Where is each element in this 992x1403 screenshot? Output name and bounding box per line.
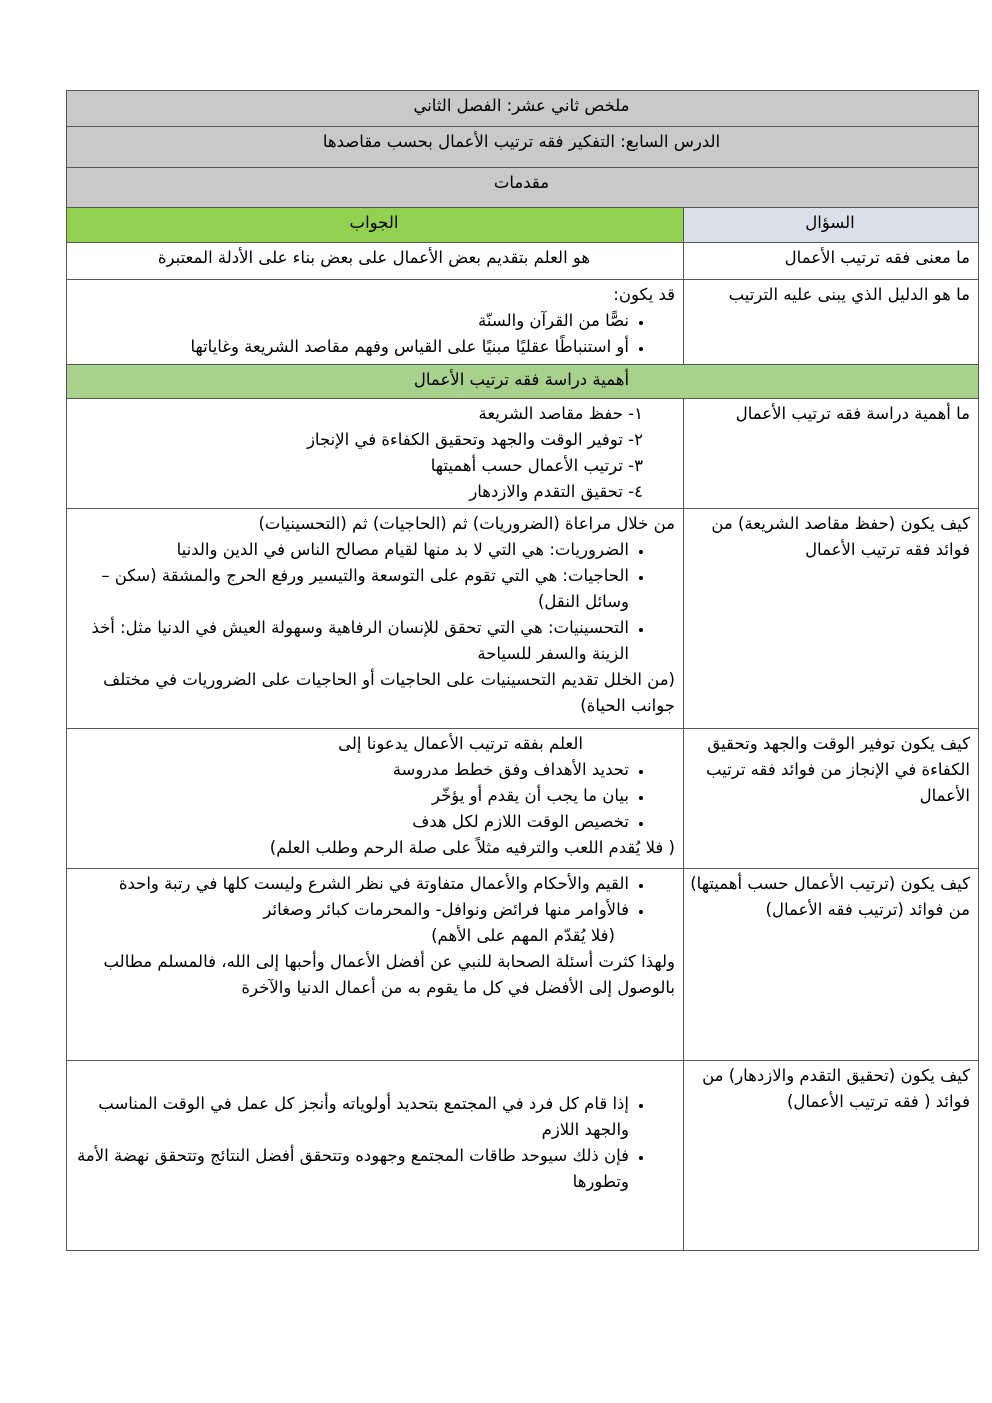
time-effort-list	[73, 757, 675, 835]
importance-header: أهمية دراسة فقه ترتيب الأعمال	[66, 365, 978, 399]
objectives-intro: من خلال مراعاة (الضروريات) ثم (الحاجيات) ثم (التحسينيات)	[258, 514, 675, 533]
importance-item: ٢- توفير الوقت والجهد وتحقيق الكفاءة في الإنجاز	[306, 430, 643, 449]
lesson-title: الدرس السابع: التفكير فقه ترتيب الأعمال بحسب مقاصدها	[66, 127, 978, 168]
summary-sheet	[67, 90, 979, 1251]
question-objectives: كيف يكون (حفظ مقاصد الشريعة) من فوائد فقه ترتيب الأعمال	[684, 509, 979, 729]
time-effort-note: ( فلا يُقدم اللعب والترفيه مثلاً على صلة الرحم وطلب العلم)	[269, 838, 675, 857]
time-effort-item: • تخصيص الوقت اللازم لكل هدف	[73, 809, 629, 835]
section-title: مقدمات	[66, 168, 978, 208]
answer-progress	[66, 1061, 683, 1251]
answer-priority	[66, 869, 683, 1061]
time-effort-item: • بيان ما يجب أن يقدم أو يؤخّر	[73, 783, 629, 809]
evidence-list	[73, 308, 675, 360]
evidence-intro: قد يكون:	[613, 285, 675, 304]
question-importance: ما أهمية دراسة فقه ترتيب الأعمال	[684, 399, 979, 509]
priority-note: (فلا يُقدّم المهم على الأهم)	[431, 926, 615, 945]
priority-item: • القيم والأحكام والأعمال متفاوتة في نظر الشرع وليست كلها في رتبة واحدة	[73, 871, 629, 897]
progress-item: • فإن ذلك سيوحد طاقات المجتمع وجهوده وتتحقق أفضل النتائج وتتحقق نهضة الأمة وتطورها	[73, 1143, 629, 1195]
question-progress: كيف يكون (تحقيق التقدم والازدهار) من فوائد ( فقه ترتيب الأعمال)	[684, 1061, 979, 1251]
priority-list	[73, 871, 675, 923]
question-meaning: ما معنى فقه ترتيب الأعمال	[684, 243, 979, 280]
evidence-item: • أو استنباطًا عقليًا مبنيًا على القياس وفهم مقاصد الشريعة وغاياتها	[73, 334, 629, 360]
objectives-item: • الضروريات: هي التي لا بد منها لقيام مصالح الناس في الدين والدنيا	[73, 537, 629, 563]
question-priority: كيف يكون (ترتيب الأعمال حسب أهميتها) من فوائد (ترتيب فقه الأعمال)	[684, 869, 979, 1061]
question-column-header: السؤال	[684, 208, 979, 243]
answer-importance	[66, 399, 683, 509]
summary-table	[66, 90, 979, 1251]
progress-list	[73, 1091, 675, 1195]
objectives-note: (من الخلل تقديم التحسينيات على الحاجيات أو الحاجيات على الضروريات في مختلف جوانب الحياة)	[103, 670, 675, 715]
objectives-item: • التحسينيات: هي التي تحقق للإنسان الرفاهية وسهولة العيش في الدنيا مثل: أخذ الزينة والسفر للسياحة	[73, 615, 629, 667]
answer-objectives	[66, 509, 683, 729]
answer-column-header: الجواب	[66, 208, 683, 243]
answer-time-effort	[66, 729, 683, 869]
question-time-effort: كيف يكون توفير الوقت والجهد وتحقيق الكفاءة في الإنجاز من فوائد فقه ترتيب الأعمال	[684, 729, 979, 869]
answer-evidence	[66, 280, 683, 365]
priority-companions-note: ولهذا كثرت أسئلة الصحابة للنبي عن أفضل الأعمال وأحبها إلى الله، فالمسلم مطالب بالوصول إلى الأفضل في كل ما يقوم به من أعمال الدنيا والآخرة	[103, 952, 675, 997]
answer-meaning: هو العلم بتقديم بعض الأعمال على بعض بناء على الأدلة المعتبرة	[66, 243, 683, 280]
progress-item: • إذا قام كل فرد في المجتمع بتحديد أولوياته وأنجز كل عمل في الوقت المناسب والجهد اللازم	[73, 1091, 629, 1143]
importance-item: ٤- تحقيق التقدم والازدهار	[469, 482, 643, 501]
importance-item: ٣- ترتيب الأعمال حسب أهميتها	[430, 456, 643, 475]
summary-title: ملخص ثاني عشر: الفصل الثاني	[66, 91, 978, 127]
importance-item: ١- حفظ مقاصد الشريعة	[478, 404, 643, 423]
evidence-item: • نصًّا من القرآن والسنّة	[73, 308, 629, 334]
objectives-list	[73, 537, 675, 667]
priority-item: • فالأوامر منها فرائض ونوافل- والمحرمات كبائر وصغائر	[73, 897, 629, 923]
time-effort-intro: العلم بفقه ترتيب الأعمال يدعونا إلى	[338, 734, 583, 753]
objectives-item: • الحاجيات: هي التي تقوم على التوسعة والتيسير ورفع الحرج والمشقة (سكن – وسائل النقل)	[73, 563, 629, 615]
time-effort-item: • تحديد الأهداف وفق خطط مدروسة	[73, 757, 629, 783]
question-evidence: ما هو الدليل الذي يبنى عليه الترتيب	[684, 280, 979, 365]
